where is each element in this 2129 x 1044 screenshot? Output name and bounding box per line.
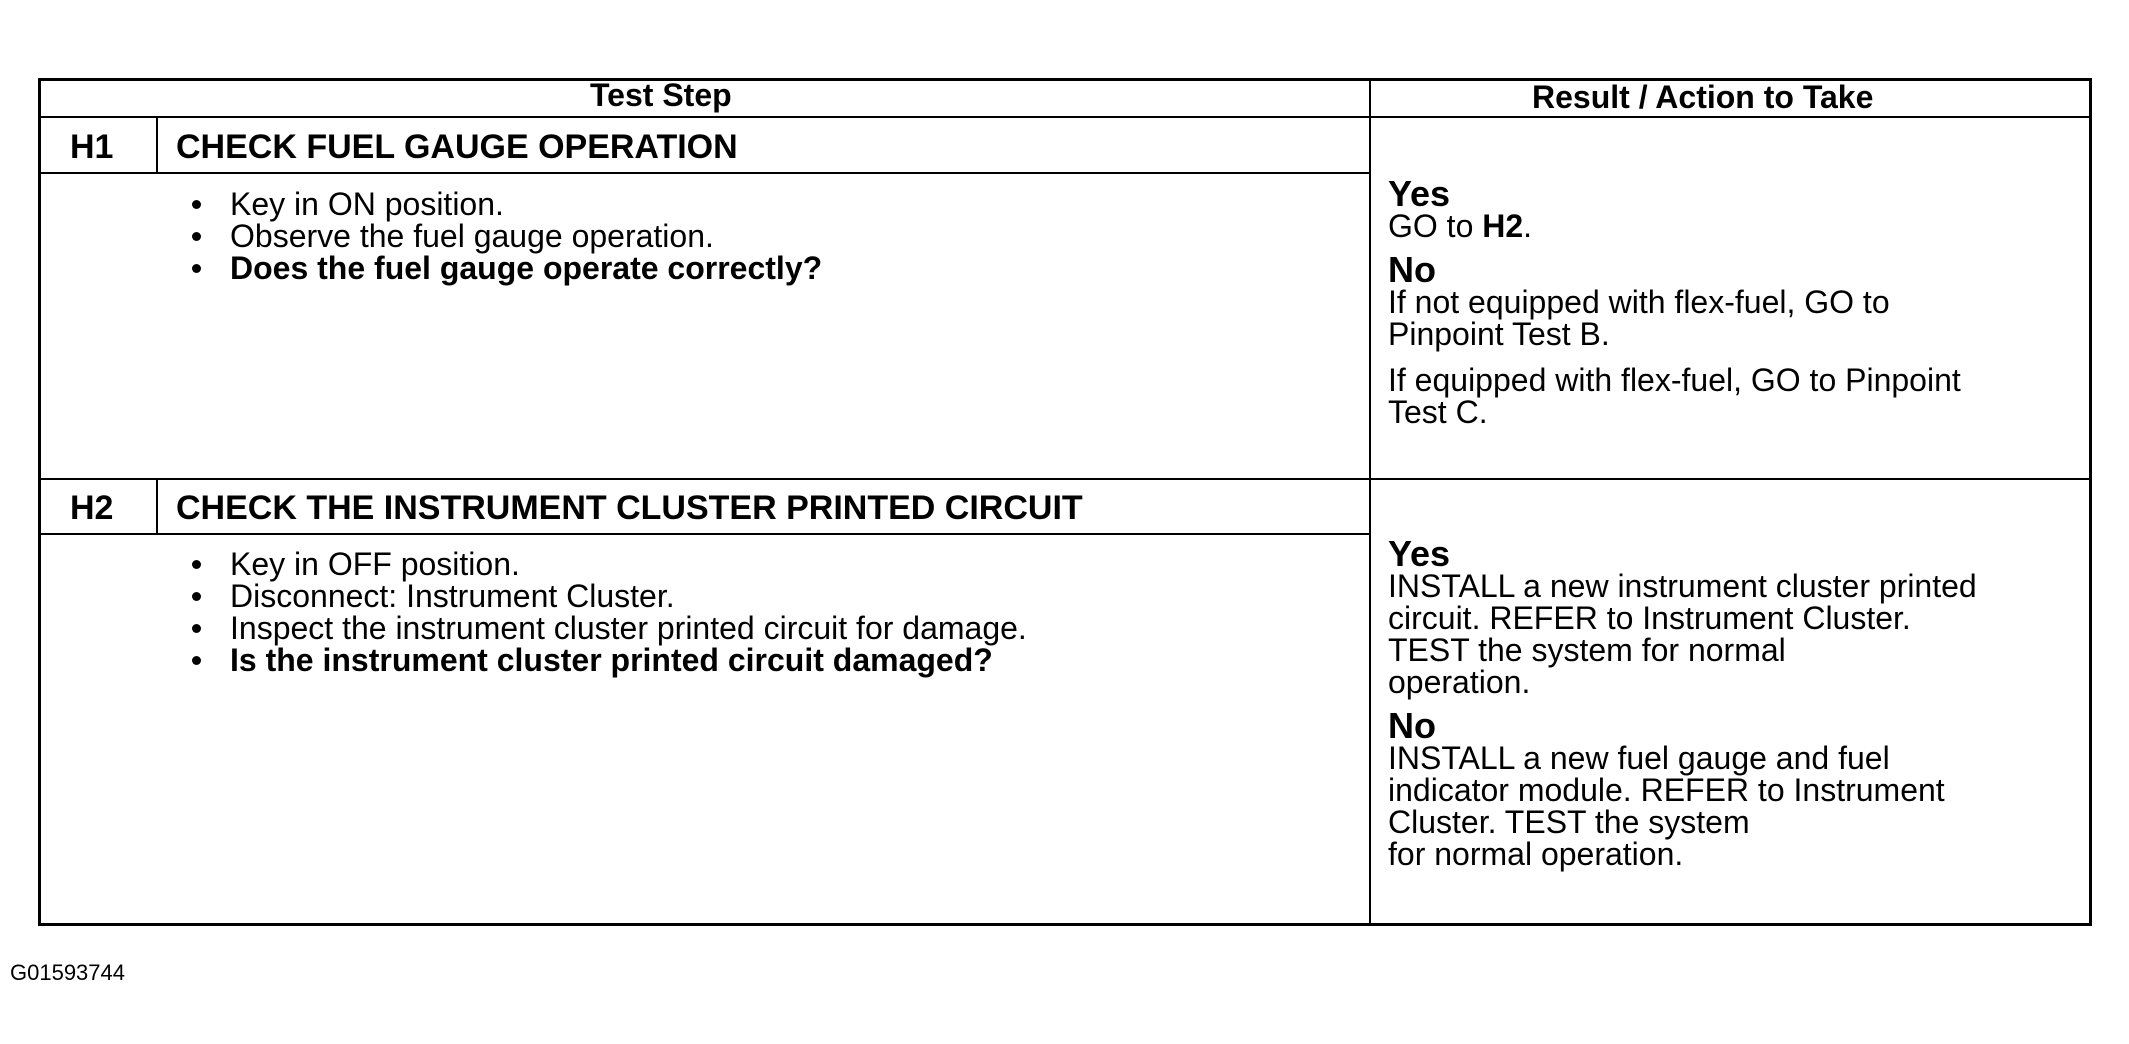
- rule-h1-title: [38, 172, 1371, 174]
- figure-code: G01593744: [10, 960, 125, 985]
- list-item: Observe the fuel gauge operation.: [176, 220, 822, 252]
- step-title: CHECK FUEL GAUGE OPERATION: [176, 128, 738, 166]
- step-id: H2: [70, 489, 114, 527]
- no-action-line: INSTALL a new fuel gauge and fuel: [1388, 740, 1890, 776]
- header-test-step: Test Step: [590, 77, 732, 113]
- step-link: H2: [1482, 208, 1524, 244]
- list-item: Inspect the instrument cluster printed circuit for damage.: [176, 612, 1027, 644]
- step-result: [1388, 533, 1977, 872]
- step-title: CHECK THE INSTRUMENT CLUSTER PRINTED CIRCUIT: [176, 489, 1083, 527]
- no-action-line: If equipped with flex-fuel, GO to Pinpoint: [1388, 362, 1961, 398]
- yes-action-line: circuit. REFER to Instrument Cluster.: [1388, 600, 1911, 636]
- step-result: [1388, 173, 1961, 430]
- header-result-action: Result / Action to Take: [1532, 79, 1874, 115]
- list-item: Disconnect: Instrument Cluster.: [176, 580, 1027, 612]
- yes-label: Yes: [1388, 173, 1451, 214]
- step-actions-list: [176, 548, 1027, 676]
- no-action-line: Cluster. TEST the system: [1388, 804, 1750, 840]
- no-action-line: Pinpoint Test B.: [1388, 316, 1610, 352]
- no-action-line: If not equipped with flex-fuel, GO to: [1388, 284, 1890, 320]
- yes-action-line: INSTALL a new instrument cluster printed: [1388, 568, 1977, 604]
- yes-label: Yes: [1388, 533, 1451, 574]
- step-actions-list: [176, 188, 822, 284]
- no-action-line: for normal operation.: [1388, 836, 1684, 872]
- list-item-question: Does the fuel gauge operate correctly?: [176, 252, 822, 284]
- rule-id-h2: [156, 480, 158, 533]
- yes-action: GO to H2.: [1388, 208, 1533, 244]
- yes-action-line: TEST the system for normal: [1388, 632, 1786, 668]
- rule-id-h1: [156, 118, 158, 172]
- list-item-question: Is the instrument cluster printed circuit damaged?: [176, 644, 1027, 676]
- rule-header: [38, 116, 2092, 118]
- list-item: Key in ON position.: [176, 188, 822, 220]
- yes-action-line: operation.: [1388, 664, 1531, 700]
- no-label: No: [1388, 249, 1436, 290]
- rule-column-divider: [1369, 78, 1371, 926]
- rule-h1-end: [38, 478, 2092, 480]
- no-action-line: indicator module. REFER to Instrument: [1388, 772, 1945, 808]
- step-id: H1: [70, 128, 114, 166]
- list-item: Key in OFF position.: [176, 548, 1027, 580]
- no-action-line: Test C.: [1388, 394, 1488, 430]
- rule-h2-title: [38, 533, 1371, 535]
- no-label: No: [1388, 705, 1436, 746]
